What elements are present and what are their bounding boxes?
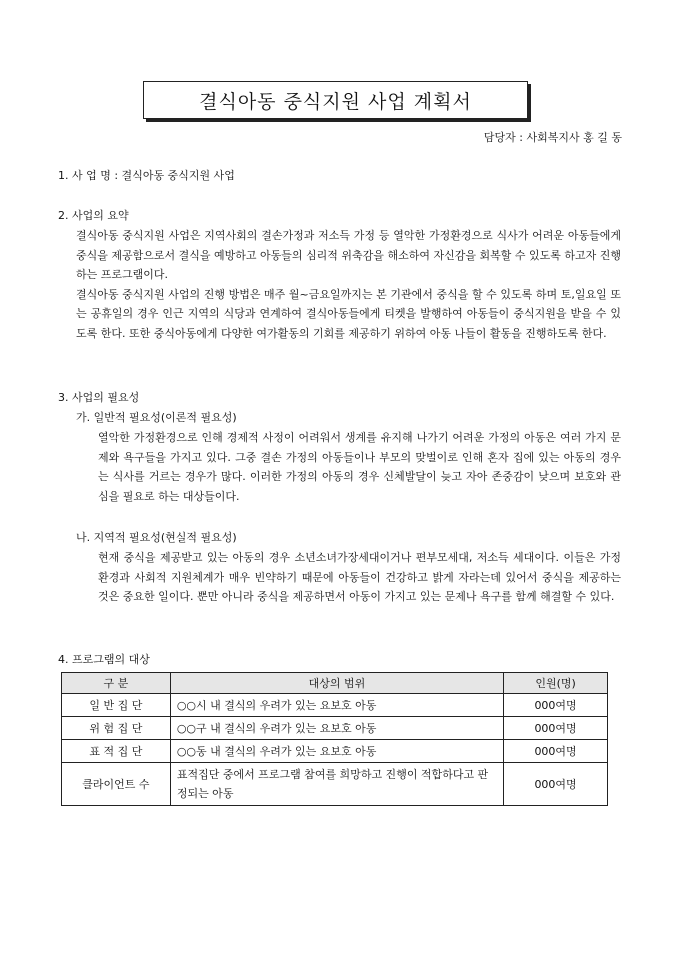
row-scope: ○○구 내 결식의 우려가 있는 요보호 아동 [170,717,503,740]
section3-sub-b-text: 현재 중식을 제공받고 있는 아동의 경우 소년소녀가장세대이거나 편부모세대, 저소득 세대이다. 이들은 가정환경과 사회적 지원체계가 매우 빈약하기 때문에 아동들이 건강하고 밝게 자라는데 있어서 중식을 제공하는 것은 중요한 일이다. 뿐만 아니라 중식을 제공하면서 아동이 가지고 있는 문제나 욕구를 함께 해결할 수 있다. [98,551,621,603]
section1-heading: 1. 사 업 명 : 결식아동 중식지원 사업 [58,169,235,182]
section3-sub-a-text: 열악한 가정환경으로 인해 경제적 사정이 어려워서 생계를 유지해 나가기 어려운 가정의 아동은 여러 가지 문제와 욕구들을 가지고 있다. 그중 결손 가정의 아동들이나 부모의 맞벌이로 인해 혼자 집에 있는 아동의 경우는 식사를 거르는 경우가 많다. 이러한 가정의 아동의 경우 신체발달이 늦고 자아 존중감이 낮으며 보호와 관심을 필요로 하는 대상들이다. [98,431,621,503]
section3-sub-b-heading: 나. 지역적 필요성(현실적 필요성) [76,531,237,544]
header-group: 구 분 [62,673,171,694]
row-group: 일 반 집 단 [62,694,171,717]
table-row [62,740,608,763]
table-header-row [62,673,608,694]
row-count: 000여명 [504,694,608,717]
row-group: 위 험 집 단 [62,717,171,740]
author-line: 담당자 : 사회복지사 홍 길 동 [483,131,622,144]
row-group: 표 적 집 단 [62,740,171,763]
target-table [61,672,608,806]
row-count: 000여명 [504,740,608,763]
row-count: 000여명 [504,717,608,740]
row-scope: 표적집단 중에서 프로그램 참여를 희망하고 진행이 적합하다고 판정되는 아동 [170,763,503,806]
row-scope: ○○시 내 결식의 우려가 있는 요보호 아동 [170,694,503,717]
header-scope: 대상의 범위 [170,673,503,694]
header-count: 인원(명) [504,673,608,694]
section2-body [76,226,621,343]
section4-heading: 4. 프로그램의 대상 [58,653,150,666]
section2-paragraph-2: 결식아동 중식지원 사업의 진행 방법은 매주 월~금요일까지는 본 기관에서 중식을 할 수 있도록 하며 토,일요일 또는 공휴일의 경우 인근 지역의 식당과 연계하여 결식아동들에게 티켓을 발행하여 아동들이 중식지원을 받을 수 있도록 한다. 또한 중식아동에게 다양한 여가활동의 기회를 제공하기 위하여 아동 나들이 활동을 진행하도록 한다. [76,287,621,340]
section2-paragraph-1: 결식아동 중식지원 사업은 지역사회의 결손가정과 저소득 가정 등 열악한 가정환경으로 식사가 어려운 아동들에게 중식을 제공함으로서 결식을 예방하고 아동들의 심리적 위축감을 해소하여 자신감을 회복할 수 있도록 하고자 진행하는 프로그램이다. [76,229,621,281]
row-count: 000여명 [504,763,608,806]
table-row [62,694,608,717]
row-group: 클라이언트 수 [62,763,171,806]
row-scope: ○○동 내 결식의 우려가 있는 요보호 아동 [170,740,503,763]
section2-heading: 2. 사업의 요약 [58,209,129,222]
section3-sub-a-heading: 가. 일반적 필요성(이론적 필요성) [76,411,237,424]
table-row [62,763,608,806]
table-row [62,717,608,740]
document-title: 결식아동 중식지원 사업 계획서 [143,81,528,119]
section3-heading: 3. 사업의 필요성 [58,391,140,404]
